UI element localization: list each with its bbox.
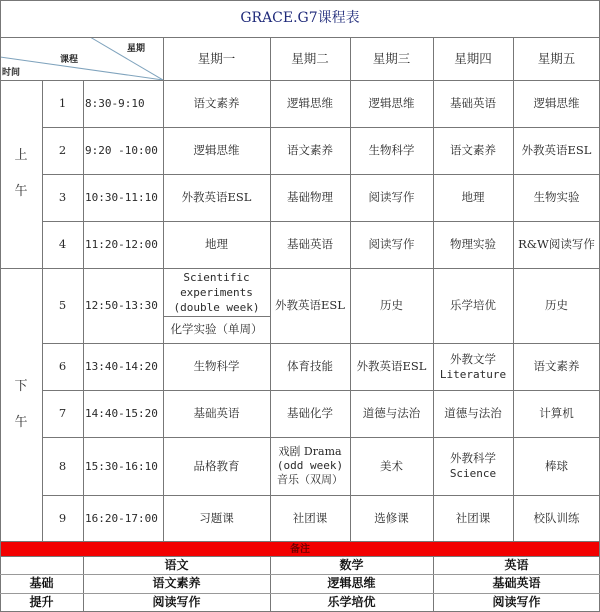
class-cell-split-bottom: 化学实验（单周） [170,322,263,336]
day-header-fri: 星期五 [537,51,576,66]
row-time: 10:30-11:10 [85,191,158,204]
notes-cell: 逻辑思维 [327,576,376,590]
cell-line: (odd week) [276,459,344,472]
diag-time-label: 时间 [2,68,21,78]
row-num: 7 [58,406,67,420]
cell-line: 戏剧 Drama [278,445,342,458]
class-cell: 社团课 [455,511,491,525]
row-time: 14:40-15:20 [85,407,158,420]
class-cell: 语文素养 [533,359,580,373]
row-time: 12:50-13:30 [85,299,158,312]
row-num: 3 [58,190,67,204]
diag-day-label: 星期 [127,44,146,54]
class-cell: 逻辑思维 [533,96,580,110]
class-cell [433,437,513,495]
class-cell: 棒球 [545,458,568,473]
class-cell: 基础英语 [193,406,240,420]
notes-row-label: 提升 [29,595,54,609]
class-cell: 选修课 [374,511,409,525]
class-cell: 基础英语 [450,96,496,110]
day-header-mon: 星期一 [197,51,236,66]
class-cell: 逻辑思维 [193,143,240,157]
day-header-thu: 星期四 [454,51,492,66]
class-cell [433,343,513,390]
period-char: 上 [14,148,28,163]
row-time: 16:20-17:00 [85,512,158,525]
cell-line: Science [449,467,497,480]
class-cell: 美术 [380,458,403,473]
row-num: 2 [58,143,67,157]
class-cell: 道德与法治 [444,406,502,420]
class-cell: 逻辑思维 [368,96,415,110]
class-cell: 地理 [461,190,485,204]
notes-col-header: 英语 [504,557,529,572]
period-char: 下 [14,378,28,394]
diagonal-header-cell [0,37,163,80]
class-cell: 习题课 [199,511,234,525]
row-num: 4 [58,237,67,251]
row-time: 13:40-14:20 [85,360,158,373]
class-cell: R&W阅读写作 [518,237,595,251]
row-num: 8 [58,458,67,473]
class-cell: 历史 [545,298,568,312]
cell-line: 外教科学 [450,451,496,465]
row-time: 8:30-9:10 [85,97,145,110]
class-cell: 外教英语ESL [181,190,252,204]
row-num: 9 [58,511,67,525]
period-morning [0,80,42,268]
row-num: 5 [58,298,67,312]
class-cell: 乐学培优 [450,298,496,312]
cell-line: experiments [180,285,253,299]
class-cell: 物理实验 [450,237,496,251]
class-cell: 逻辑思维 [287,96,333,110]
page-title: GRACE.G7课程表 [240,10,360,26]
period-afternoon [0,268,42,541]
class-cell-split-top [163,268,270,316]
class-cell: 社团课 [292,511,328,525]
notes-cell: 语文素养 [152,576,201,590]
cell-line: 音乐（双周） [277,473,343,486]
cell-line: (double week) [173,300,260,314]
day-header-wed: 星期三 [372,51,411,66]
class-cell: 语文素养 [193,96,240,110]
notes-band: 备注 [0,542,600,556]
class-cell: 外教英语ESL [521,143,592,157]
notes-col-header: 数学 [339,557,364,572]
class-cell: 基础物理 [287,190,333,204]
period-char: 午 [14,184,28,199]
class-cell: 外教英语ESL [275,298,345,312]
cell-line: Scientific [183,270,250,284]
class-cell: 地理 [205,237,228,251]
row-time: 15:30-16:10 [85,459,158,473]
row-time: 9:20 -10:00 [85,144,158,157]
notes-cell: 阅读写作 [152,595,201,609]
class-cell: 语文素养 [450,143,496,157]
class-cell: 品格教育 [193,458,240,473]
notes-cell: 阅读写作 [492,595,541,609]
row-num: 6 [58,359,67,373]
class-cell: 外教英语ESL [356,359,427,373]
class-cell: 生物科学 [193,359,240,373]
notes-col-header: 语文 [164,557,189,572]
row-time: 11:20-12:00 [85,238,158,251]
cell-line: 外教文学 [450,351,496,366]
row-num: 1 [58,96,67,110]
notes-cell: 乐学培优 [327,595,376,609]
class-cell [270,437,350,495]
class-cell: 计算机 [539,406,574,420]
cell-line: Literature [439,367,507,381]
class-cell: 历史 [380,298,403,312]
day-header-tue: 星期二 [291,51,329,66]
notes-row-label: 基础 [29,576,54,590]
class-cell: 阅读写作 [368,237,415,251]
class-cell: 语文素养 [287,143,333,157]
class-cell: 体育技能 [287,359,333,373]
period-char: 午 [14,414,28,430]
notes-cell: 基础英语 [492,576,541,590]
class-cell: 阅读写作 [368,190,415,204]
class-cell: 道德与法治 [362,406,421,420]
class-cell: 生物实验 [533,190,580,204]
class-cell: 校队训练 [533,511,580,525]
class-cell: 基础化学 [287,406,333,420]
class-cell: 生物科学 [368,143,415,157]
class-cell: 基础英语 [287,237,333,251]
diag-course-label: 课程 [60,55,79,65]
